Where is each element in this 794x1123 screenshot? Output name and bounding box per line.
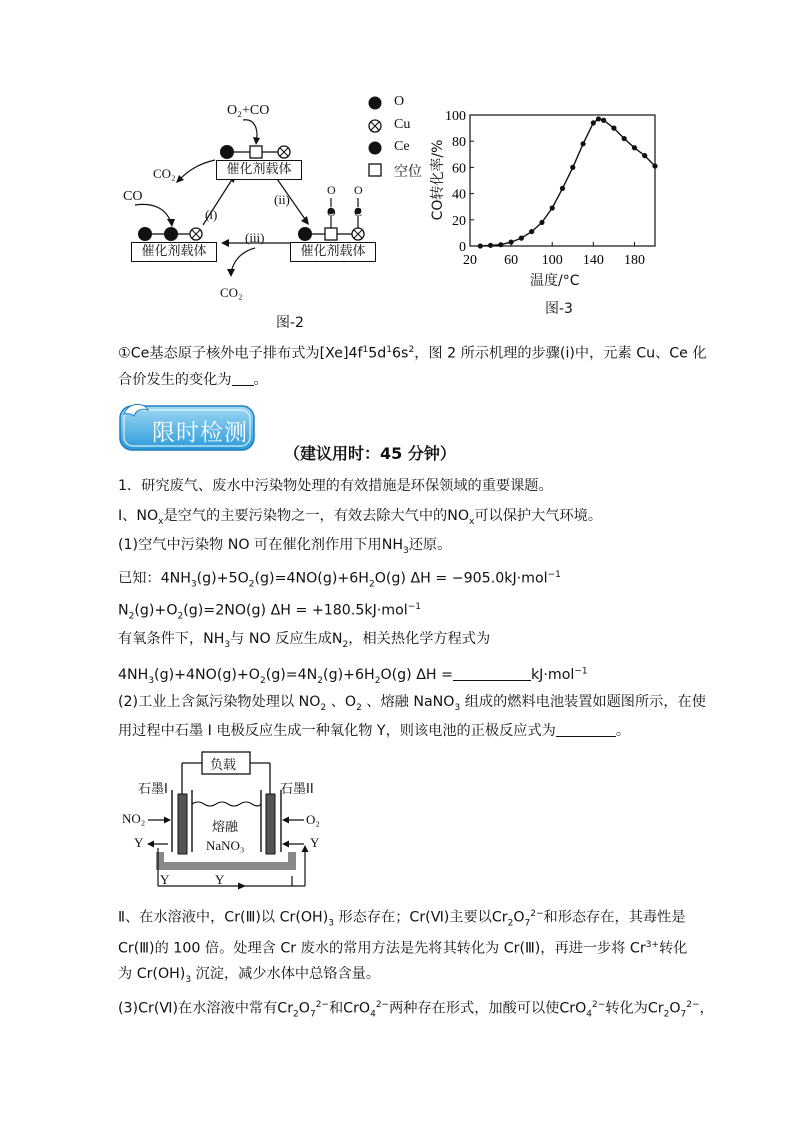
data-point	[550, 205, 555, 210]
legend-label-cu: Cu	[394, 117, 411, 132]
carrier-box-top: 催化剂载体	[216, 160, 302, 180]
graphite-1-label: 石墨I	[138, 782, 168, 797]
ce-atom-top	[220, 145, 234, 159]
co2-bottom-label: CO₂	[220, 285, 243, 300]
data-point	[642, 153, 647, 158]
q1-sup-3: 2	[408, 345, 415, 355]
p7-text-b: kJ·mol$^{-1}$	[530, 666, 588, 683]
ce-atom-bl	[164, 227, 178, 241]
x-tick-label: 100	[541, 253, 563, 268]
series-line	[480, 119, 655, 246]
p6: 有氧条件下，$NH_3$与 NO 反应生成$N_2$，相关热化学方程式为	[118, 631, 491, 650]
data-point	[519, 236, 524, 241]
chart-ylabel: CO转化率/%	[430, 139, 446, 221]
q1-text-d: ，图 2 所示机理的步骤(i)中，元素 Cu、Ce 化	[414, 345, 707, 362]
data-point	[580, 141, 585, 146]
step-ii-label: (ii)	[274, 192, 290, 207]
legend-o-icon	[369, 97, 382, 110]
x-tick-label: 180	[623, 253, 645, 268]
fuel-cell-diagram	[120, 748, 330, 893]
o2-label: O₂	[306, 812, 320, 827]
data-point	[570, 165, 575, 170]
p7	[118, 661, 588, 691]
carrier-box-bl: 催化剂载体	[131, 242, 217, 262]
data-point	[596, 116, 601, 121]
q1-sup-2: 1	[386, 345, 393, 355]
co-in-label: CO	[123, 189, 143, 204]
no2-label: NO₂	[122, 811, 146, 826]
y-bottom-left-label: Y	[160, 872, 170, 887]
melt-label: 熔融	[212, 820, 239, 835]
data-point	[539, 220, 544, 225]
y-tick-label: 0	[459, 240, 466, 255]
legend-vacancy-icon	[369, 164, 381, 176]
chart-xlabel: 温度/°C	[530, 273, 580, 289]
x-tick-label: 140	[582, 253, 604, 268]
legend-ce-icon	[369, 142, 382, 155]
p11: Cr(Ⅲ)的 100 倍。处理含 Cr 废水的常用方法是先将其转化为 Cr(Ⅲ)，再进一步将 $Cr^{3+}$转化	[118, 940, 688, 957]
q1-line-1	[118, 340, 707, 364]
figure-3	[425, 100, 675, 322]
o2-co-label: O₂+CO	[227, 103, 270, 118]
figure-2-caption: 图-2	[276, 315, 304, 331]
data-point	[478, 243, 483, 248]
p12: 为 $Cr(OH)_3$ 沉淀，减少水体中总铬含量。	[118, 966, 381, 985]
q1-end: 。	[253, 372, 268, 388]
p7-text-a: $4NH_3(g)+4NO(g)+O_2(g)=4N_2(g)+6H_2O(g) \Delta H$ =	[118, 666, 453, 686]
p2: Ⅰ、$NO_x$是空气的主要污染物之一，有效去除大气中的$NO_x$可以保护大气环境。	[118, 508, 603, 527]
x-tick-label: 60	[504, 253, 519, 268]
chart-frame	[470, 115, 655, 246]
legend-label-ce: Ce	[394, 139, 410, 154]
q1-text-c: 6s	[392, 345, 409, 362]
p4: 已知：$4NH_3(g)+5O_2(g)=4NO(g)+6H_2O(g) \Delta H = -905.0kJ\cdot mol^{-1}$	[118, 570, 561, 590]
y-tick-label: 100	[445, 109, 466, 124]
data-point	[488, 243, 493, 248]
data-point	[498, 242, 503, 247]
co-conversion-chart	[425, 100, 675, 290]
co2-top-label: CO₂	[153, 166, 176, 181]
legend-symbols	[366, 94, 388, 180]
adsorbed-o-co: O	[354, 183, 363, 197]
adsorbed-o-mid: O	[327, 205, 336, 219]
adsorbed-o-top: O	[327, 183, 336, 197]
vacancy-square-top	[250, 146, 262, 158]
data-point	[560, 186, 565, 191]
y-tick-label: 20	[452, 213, 466, 229]
p9-text-a: 用过程中石墨 I 电极反应生成一种氧化物 Y，则该电池的正极反应式为	[118, 723, 556, 739]
o-atom-bl	[138, 227, 152, 241]
data-point	[611, 126, 616, 131]
p3: (1)空气中污染物 NO 可在催化剂作用下用$NH_3$还原。	[118, 537, 452, 556]
y-left-label: Y	[134, 835, 144, 850]
ce-atom-br	[298, 227, 312, 241]
data-point	[652, 163, 657, 168]
cathode-answer-blank[interactable]	[556, 722, 616, 737]
y-right-label: Y	[310, 835, 320, 850]
carrier-box-br: 催化剂载体	[290, 242, 376, 262]
graphite-electrode-2	[266, 794, 275, 854]
nano3-label: NaNO₃	[206, 838, 245, 853]
y-tick-label: 60	[452, 161, 466, 177]
data-point	[529, 229, 534, 234]
q1-line-2	[118, 370, 268, 390]
q1-sup-1: 1	[362, 345, 369, 355]
legend-label-o: O	[394, 94, 405, 109]
legend-label-vacancy: 空位	[394, 164, 422, 180]
data-point	[591, 120, 596, 125]
step-iii-label: (iii)	[245, 230, 265, 245]
q1-text-a: ①Ce基态原子核外电子排布式为[Xe]4f	[118, 345, 363, 362]
graphite-2-label: 石墨II	[280, 782, 314, 797]
data-point	[632, 145, 637, 150]
load-label: 负载	[210, 758, 237, 773]
p5: $N_2(g)+O_2(g)=2NO(g) \Delta H = +180.5kJ\cdot mol^{-1}$	[118, 602, 422, 622]
q1-text-b: 5d	[368, 345, 387, 362]
y-tick-label: 80	[452, 135, 466, 151]
p10: Ⅱ、在水溶液中，Cr(Ⅲ)以 $Cr(OH)_3$ 形态存在；Cr(Ⅵ)主要以$Cr_2O_7^{2-}$和形态存在，其毒性是	[118, 909, 686, 929]
q1-line2-text: 合价发生的变化为	[118, 372, 232, 388]
dh-answer-blank[interactable]	[453, 666, 531, 681]
data-point	[601, 118, 606, 123]
data-point	[622, 136, 627, 141]
data-point	[509, 239, 514, 244]
figure-3-caption: 图-3	[545, 301, 573, 317]
vacancy-square-br	[325, 228, 337, 240]
p9	[118, 721, 630, 741]
p13: (3)Cr(Ⅵ)在水溶液中常有$Cr_2O_7^{2-}$和CrO$_4^{2-}$两种存在形式，加酸可以使CrO$_4^{2-}$转化为$Cr_2O_7^{2-}$，	[118, 1000, 714, 1020]
step-i-label: (i)	[205, 207, 218, 222]
section-banner	[118, 400, 256, 452]
graphite-electrode-1	[178, 794, 187, 854]
p9-text-b: 。	[615, 723, 631, 739]
banner-title: 限时检测	[152, 420, 248, 446]
p8: (2)工业上含氮污染物处理以 $NO_2$ 、$O_2$ 、熔融 NaNO$_3$ 组成的燃料电池装置如题图所示，在使	[118, 694, 706, 713]
suggested-time: （建议用时：45 分钟）	[284, 444, 456, 463]
y-bottom-mid-label: Y	[215, 872, 225, 887]
x-tick-label: 20	[463, 253, 477, 268]
y-tick-label: 40	[452, 187, 466, 203]
adsorbed-c: C	[354, 205, 363, 219]
p1: 1．研究废气、废水中污染物处理的有效措施是环保领域的重要课题。	[118, 478, 553, 494]
q1-answer-blank[interactable]	[232, 371, 254, 386]
